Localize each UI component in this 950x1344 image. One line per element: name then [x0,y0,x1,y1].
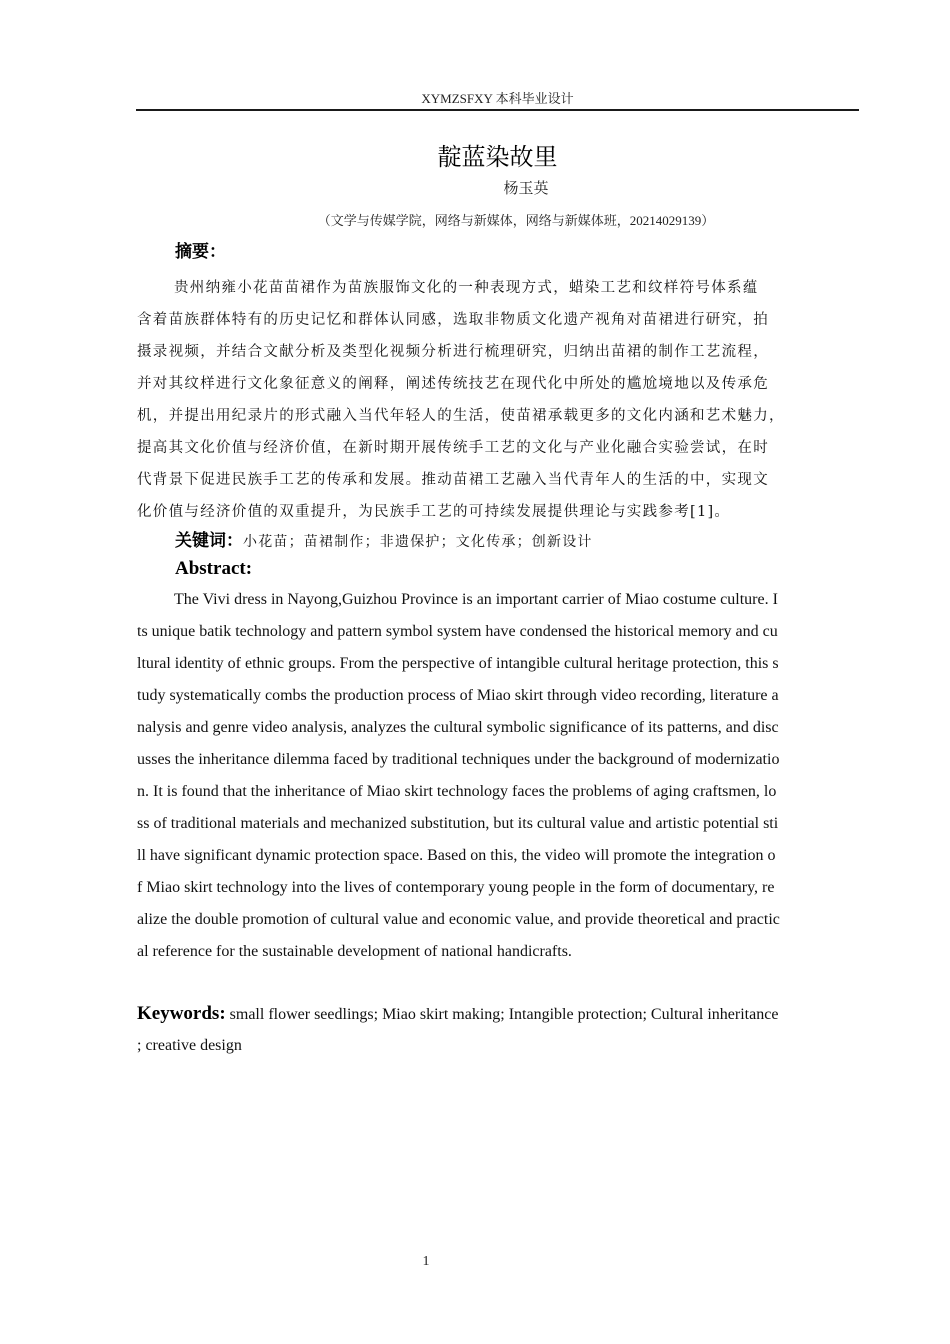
abstract-en-line: tudy systematically combs the production process of Miao skirt through video recording, literature a [137,687,779,704]
author-name: 杨玉英 [503,181,549,197]
abstract-en-line: ll have significant dynamic protection space. Based on this, the video will promote the integration o [137,847,776,864]
abstract-en-line: al reference for the sustainable development of national handicrafts. [137,943,572,960]
page-number: 1 [422,1254,430,1269]
abstract-en-line: ss of traditional materials and mechanized substitution, but its cultural value and artistic potential sti [137,815,779,832]
keywords-cn-label: 关键词： [175,531,243,551]
header-rule [136,109,859,111]
abstract-en-line: nalysis and genre video analysis, analyzes the cultural symbolic significance of its patterns, and disc [137,719,779,736]
abstract-cn-line: 并对其纹样进行文化象征意义的阐释，阐述传统技艺在现代化中所处的尴尬境地以及传承危 [137,376,769,392]
page-header: XYMZSFXY 本科毕业设计 [421,91,574,106]
abstract-en-heading: Abstract: [175,558,253,579]
keywords-en-label: Keywords: [137,1003,226,1024]
keywords-cn-text: 小花苗；苗裙制作；非遗保护；文化传承；创新设计 [243,534,593,550]
keywords-en-text: small flower seedlings; Miao skirt making; Intangible protection; Cultural inheritance [229,1006,779,1023]
abstract-cn-line: 机，并提出用纪录片的形式融入当代年轻人的生活，使苗裙承载更多的文化内涵和艺术魅力， [137,408,785,424]
paper-title: 靛蓝染故里 [437,143,558,171]
abstract-en-line: f Miao skirt technology into the lives of contemporary young people in the form of documentary, re [137,879,775,896]
abstract-en-line: ts unique batik technology and pattern symbol system have condensed the historical memory and cu [137,623,778,640]
keywords-en-line-2: ; creative design [137,1037,242,1054]
abstract-cn-line: 提高其文化价值与经济价值，在新时期开展传统手工艺的文化与产业化融合实验尝试，在时 [137,440,769,456]
abstract-cn-line: 化价值与经济价值的双重提升，为民族手工艺的可持续发展提供理论与实践参考[1]。 [137,504,731,520]
keywords-cn [175,529,593,554]
abstract-en-line: usses the inheritance dilemma faced by traditional techniques under the background of modernizatio [137,751,780,768]
abstract-en-line: The Vivi dress in Nayong,Guizhou Province is an important carrier of Miao costume culture. I [174,591,778,608]
keywords-en-line-1 [137,998,837,1030]
abstract-en-body [137,584,837,968]
abstract-en-line: alize the double promotion of cultural value and economic value, and provide theoretical and practic [137,911,780,928]
author-affiliation: （文学与传媒学院，网络与新媒体，网络与新媒体班，20214029139） [317,213,715,228]
abstract-en-line: n. It is found that the inheritance of Miao skirt technology faces the problems of aging craftsmen, lo [137,783,777,800]
abstract-cn-line: 含着苗族群体特有的历史记忆和群体认同感，选取非物质文化遗产视角对苗裙进行研究，拍 [137,312,769,328]
abstract-cn-line: 摄录视频，并结合文献分析及类型化视频分析进行梳理研究，归纳出苗裙的制作工艺流程， [137,344,769,360]
abstract-cn-line: 代背景下促进民族手工艺的传承和发展。推动苗裙工艺融入当代青年人的生活的中，实现文 [137,472,769,488]
abstract-cn-body [137,272,817,528]
abstract-cn-line: 贵州纳雍小花苗苗裙作为苗族服饰文化的一种表现方式，蜡染工艺和纹样符号体系蕴 [174,280,759,296]
keywords-en [137,998,837,1061]
abstract-en-line: ltural identity of ethnic groups. From the perspective of intangible cultural heritage protection, this s [137,655,779,672]
abstract-cn-heading: 摘要： [175,242,226,262]
